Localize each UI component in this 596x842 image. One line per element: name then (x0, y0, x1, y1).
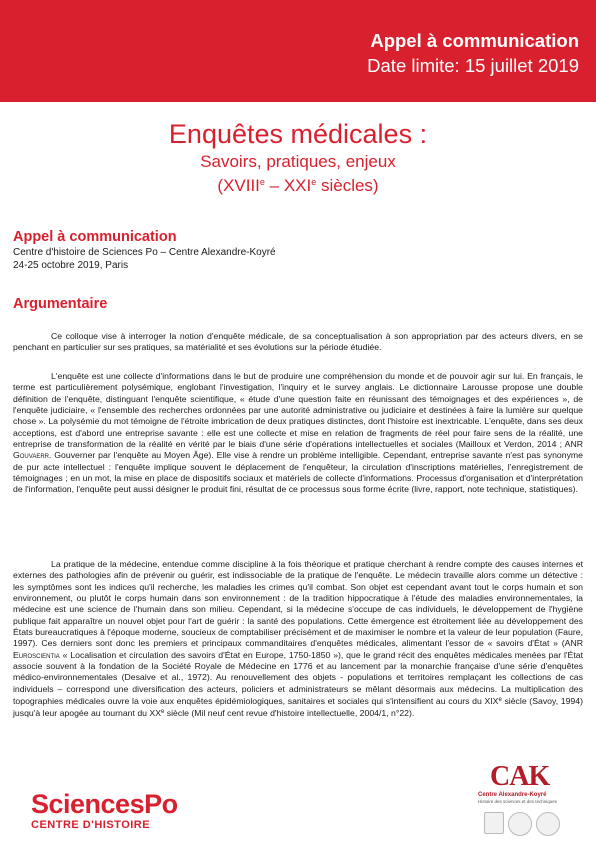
partner-logo-cnrs (508, 812, 532, 836)
cak-logo-letters: CAK (490, 761, 550, 792)
period-close: siècles) (316, 176, 379, 195)
subtitle: Savoirs, pratiques, enjeux (200, 152, 396, 171)
partner-logo-ehess (484, 812, 504, 834)
cak-logo-name: Centre Alexandre-Koyré (478, 792, 547, 798)
paragraph-3-part-d: siècle (Mil neuf cent revue d'histoire intellectuelle, 2004/1, n°22). (164, 708, 415, 719)
period-sup-2: e (311, 177, 317, 187)
paragraph-2-part-b: . Gouverner par l'enquête au Moyen Âge). Elle vise à rendre un problème intelligible. Cependant, entreprise savante n'est pas synonyme de pur acte intellectuel : l'enquête implique souvent le déplacement de l'enquêteur, la circulation d'inscriptions matérielles, l'enregistrement de témoignages ; en un mot, la mise en place de dispositifs sociaux et matériels de collecte d'informations. Processus d'organisation et d'interprétation de l'information, l'enquête peut aussi désigner le produit fini, résultat de ce processus sous forme écrite (livre, rapport, note technique, statistiques). (13, 450, 583, 495)
argumentaire-section (13, 296, 583, 313)
call-heading: Appel à communication (13, 229, 177, 245)
main-title: Enquêtes médicales : (168, 119, 428, 149)
paragraph-2 (13, 371, 583, 496)
sciencespo-logo-name: SciencesPo (31, 789, 178, 819)
paragraph-3-sup-2: e (161, 709, 165, 716)
argumentaire-heading: Argumentaire (13, 296, 108, 312)
cak-logo (478, 762, 588, 842)
dates-place-line: 24-25 octobre 2019, Paris (13, 260, 129, 271)
paragraph-3-part-b: « Localisation et circulation des savoirs d'État en Europe, 1750-1850 »), que le grand récit des enquêtes médicales menées par l'État associe souvent à la fondation de la Société Royale de Médecine en 1776 et au lancement par la monarchie française d'une série d'enquêtes médico-environnementales (Desaive et al., 1972). Au renouvellement des objets - populations et territoires remplaçant les collections de cas individuels – correspond une diversification des acteurs, policiers et administrateurs se mêlant désormais aux médecins. La multiplication des topographies médicales ouvre la voie aux enquêtes épidémiologiques, sanitaires et sociales qui s'intensifient au cours du XIX (13, 649, 583, 707)
header-banner (0, 0, 596, 102)
paragraph-3-part-a: La pratique de la médecine, entendue comme discipline à la fois théorique et pratique cherchant à rendre compte des causes internes et externes des pathologies afin de prévenir ou guérir, est indissociable de la pratique de l'enquête. Le médecin travaille alors comme un détective : les symptômes sont les indices qu'il recherche, les maladies les crimes qu'il combat. Son objet est cependant avant tout le corps humain et son environnement, ou plutôt le corps humain dans son environnement : de la tradition hippocratique à l'étude des maladies environnementales, la médecine est une science de l'humain dans son milieu. Cependant, si la médecine s'occupe de cas individuels, le développement de l'hygiène publique fait apparaître un nouvel objet pour l'art de guérir : la santé des populations. Cette émergence est étroitement liée au développement des États bureaucratiques à l'époque moderne, soucieux de comptabiliser précisément et de maximiser le nombre et la valeur de leur population (Faure, 1997). Ces derniers sont donc les premiers et principaux commanditaires d'enquêtes médicales, alimentant l'essor de « savoirs d'État » (ANR (13, 559, 583, 649)
period (0, 172, 596, 196)
period-mid: – XXI (264, 176, 312, 195)
sciencespo-logo (31, 790, 178, 832)
paragraph-3-sup-1: e (498, 697, 502, 704)
paragraph-3-part-c: siècle (Savoy, 1994) jusqu'à leur apogée au tournant du XX (13, 696, 583, 719)
call-section (13, 229, 583, 272)
sciencespo-logo-sub: CENTRE D'HISTOIRE (31, 819, 151, 831)
cak-logo-sub: Histoire des sciences et des techniques (478, 799, 558, 804)
paragraph-2-part-a: L'enquête est une collecte d'informations dans le but de produire une compréhension du monde et de pouvoir agir sur lui. En français, le terme est particulièrement polysémique, englobant l'investigation, l'inquiry et le survey anglais. Le dictionnaire Larousse propose une double définition de l'enquête, distinguant l'enquête scientifique, « étude d'une question faite en réunissant des témoignages et des expériences », de l'enquête judiciaire, « l'ensemble des recherches ordonnées par une autorité administrative ou judiciaire et destinées à faire la lumière sur quelque chose ». La polysémie du mot témoigne de l'étroite imbrication de deux pratiques distinctes, dont l'histoire est inextricable. L'enquête, dans ses deux acceptions, est d'abord une entreprise savante : elle est une collecte et mise en relation de fragments de réel pour faire sens de la réalité, une entreprise de transformation de la réalité en vérité par le biais d'une série d'opérations intellectuelles et sociales (Mailloux et Verdon, 2014 ; ANR (13, 371, 583, 450)
organizer-line: Centre d'histoire de Sciences Po – Centre Alexandre-Koyré (13, 247, 276, 258)
paragraph-1: Ce colloque vise à interroger la notion d'enquête médicale, de sa conceptualisation à son appropriation par des acteurs divers, en se penchant en particulier sur ses pratiques, sa matérialité et ses évolutions sur la période étudiée. (13, 331, 583, 353)
paragraph-3 (13, 559, 583, 720)
paragraph-3-project: Euroscientia (13, 649, 60, 660)
deadline-date: Date limite: 15 juillet 2019 (367, 55, 579, 76)
period-open: (XVIII (217, 176, 260, 195)
banner-title: Appel à communication (370, 30, 579, 51)
period-sup-1: e (259, 177, 265, 187)
partner-logo-mnhn (536, 812, 560, 836)
title-block (0, 118, 596, 196)
paragraph-2-project: Gouvaerr (13, 450, 49, 461)
